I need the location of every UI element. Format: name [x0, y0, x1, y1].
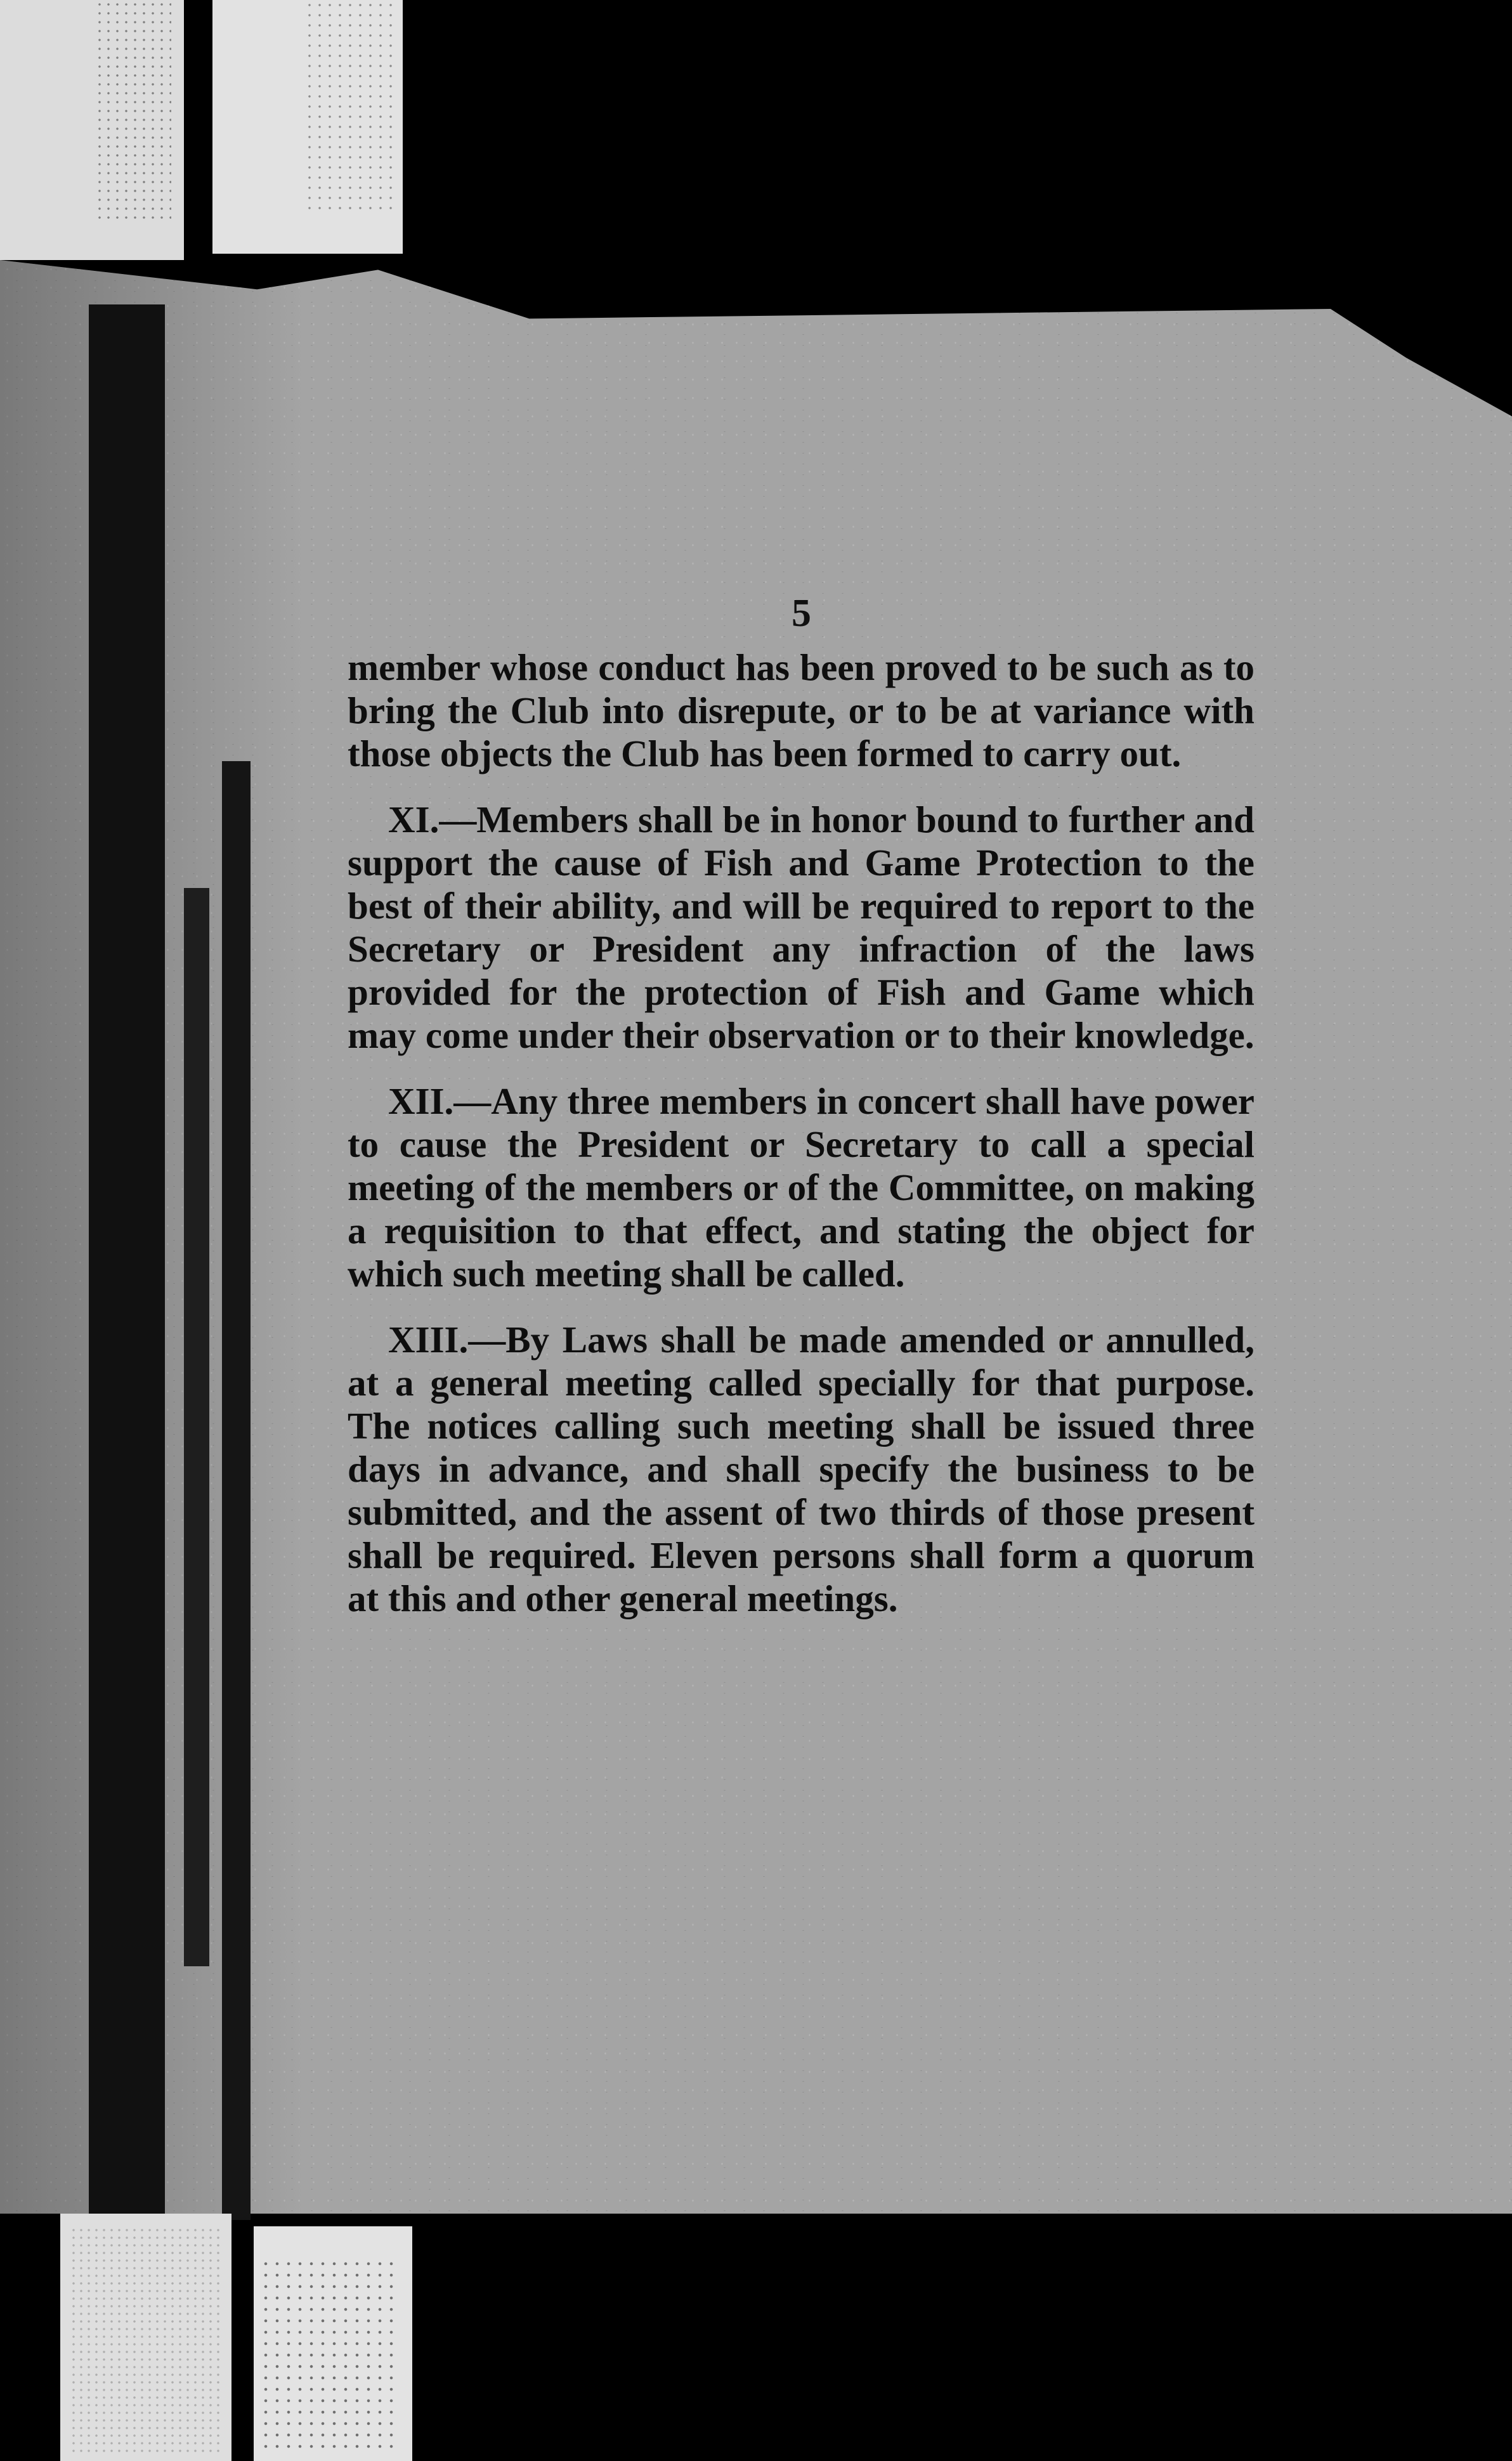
paragraph-xii: XII.—Any three members in concert shall have power to cause the President or Secretary to call a special meeting of the members or of the Committee, on making a requisition to that effect, and stating the object for which such meeting shall be called.	[348, 1080, 1255, 1295]
binding-gutter	[89, 304, 165, 2214]
paragraph-x-continued: member whose conduct has been proved to be such as to bring the Club into disrepute, or to be at variance with those objects the Club has been formed to carry out.	[348, 646, 1255, 774]
spine-texture	[260, 2258, 400, 2448]
spine-texture	[70, 2226, 222, 2455]
binding-gutter	[184, 888, 209, 1966]
binding-gutter	[222, 761, 251, 2220]
page-number: 5	[792, 592, 811, 635]
paragraph-xi: XI.—Members shall be in honor bound to further and support the cause of Fish and Game Protection to the best of their ability, and will be required to report to the Secretary or President any infraction of the laws provided for the protection of Fish and Game which may come under their observation or to their knowledge.	[348, 799, 1255, 1056]
spine-texture	[304, 0, 393, 216]
paragraph-xiii: XIII.—By Laws shall be made amended or annulled, at a general meeting called specially for that purpose. The notices calling such meeting shall be issued three days in advance, and shall specify the business to be submitted, and the assent of two thirds of those present shall be required. Eleven persons shall form a quorum at this and other general meetings.	[348, 1319, 1255, 1619]
body-text	[348, 646, 1255, 1643]
spine-texture	[95, 0, 171, 222]
